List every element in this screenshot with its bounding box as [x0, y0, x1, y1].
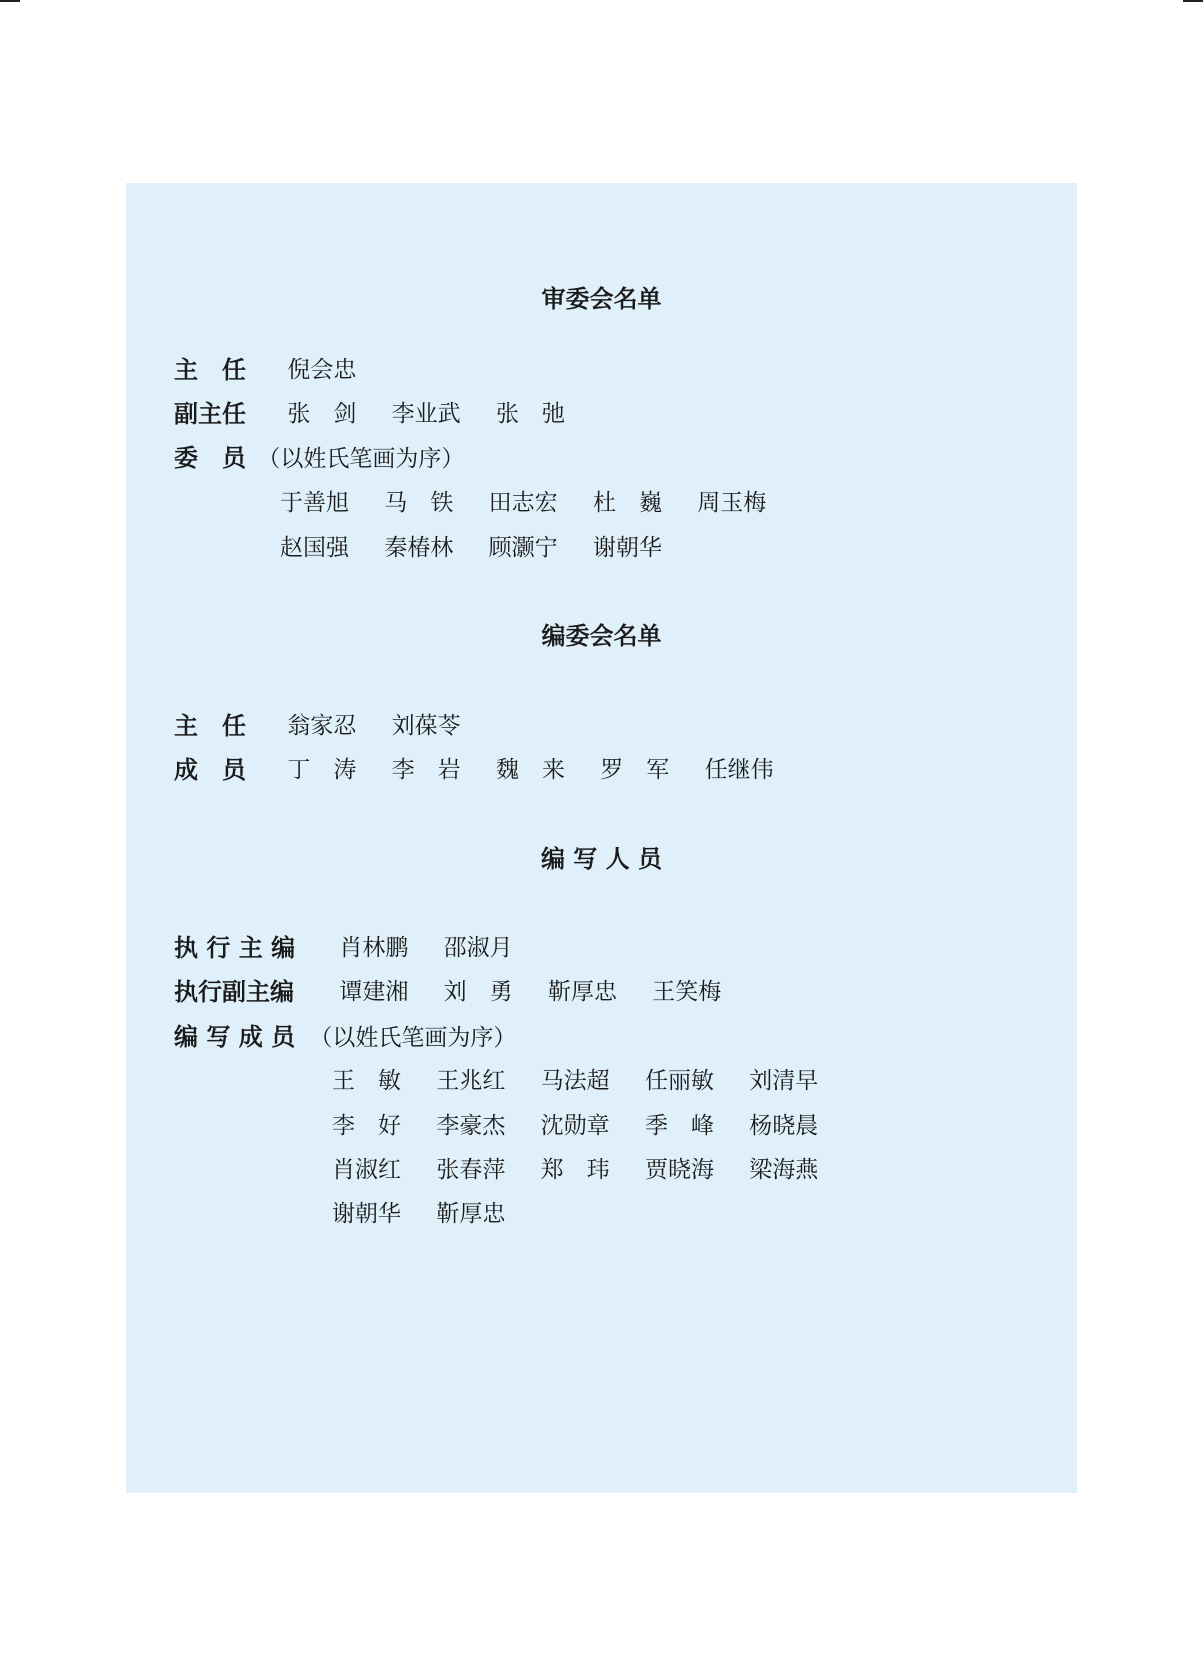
person-name: 刘清早 [749, 1068, 819, 1094]
writers-deputy-chief-row [174, 977, 749, 1007]
person-name: 肖淑红 [332, 1157, 401, 1183]
person-name: 张 剑 [287, 401, 357, 427]
credits-panel [126, 183, 1077, 1493]
person-name: 杜 巍 [592, 490, 662, 516]
person-name: 李 好 [332, 1113, 401, 1139]
person-name: 任继伟 [704, 757, 774, 783]
review-members-row [174, 443, 464, 473]
review-members-role: 委 员 [174, 444, 246, 472]
writers-title: 编 写 人 员 [540, 845, 663, 873]
person-name: 秦椿林 [384, 535, 454, 561]
editorial-committee-title: 编委会名单 [541, 622, 662, 650]
person-name: 杨晓晨 [749, 1113, 819, 1139]
person-name: 张春萍 [436, 1157, 506, 1183]
person-name: 赵国强 [280, 535, 349, 561]
person-name: 罗 军 [600, 757, 670, 783]
writers-chief-names [339, 933, 540, 963]
person-name: 邵淑月 [443, 935, 513, 961]
review-members-note: （以姓氏笔画为序） [257, 446, 465, 472]
writers-members-note: （以姓氏笔画为序） [309, 1025, 517, 1051]
person-name: 马法超 [540, 1068, 610, 1094]
person-name: 沈勋章 [540, 1113, 610, 1139]
person-name: 谢朝华 [332, 1201, 401, 1227]
crop-mark-right [1183, 0, 1203, 2]
editorial-director-role: 主 任 [174, 712, 246, 740]
person-name: 任丽敏 [644, 1068, 714, 1094]
editorial-members-role: 成 员 [174, 756, 246, 784]
writers-members-line-2 [332, 1111, 846, 1141]
person-name: 梁海燕 [749, 1157, 819, 1183]
person-name: 倪会忠 [287, 357, 357, 383]
person-name: 谭建湘 [339, 979, 409, 1005]
writers-members-line-4 [332, 1199, 533, 1229]
person-name: 肖林鹏 [339, 935, 409, 961]
person-name: 郑 玮 [540, 1157, 610, 1183]
person-name: 马 铁 [384, 490, 454, 516]
person-name: 魏 来 [495, 757, 565, 783]
review-members-line-1 [280, 488, 794, 518]
person-name: 李 岩 [391, 757, 461, 783]
person-name: 王 敏 [332, 1068, 401, 1094]
review-members-line-2 [280, 533, 690, 563]
editorial-members-names [287, 755, 801, 785]
review-deputy-names [287, 399, 593, 429]
person-name: 谢朝华 [592, 535, 662, 561]
crop-mark-left [0, 0, 20, 2]
person-name: 刘葆苓 [391, 713, 461, 739]
person-name: 丁 涛 [287, 757, 357, 783]
person-name: 李业武 [391, 401, 461, 427]
editorial-director-names [287, 711, 488, 741]
person-name: 刘 勇 [443, 979, 513, 1005]
writers-members-row [174, 1022, 516, 1052]
review-deputy-role: 副主任 [174, 400, 246, 428]
person-name: 顾灏宁 [488, 535, 558, 561]
writers-members-role: 编 写 成 员 [174, 1023, 296, 1051]
person-name: 王兆红 [436, 1068, 506, 1094]
writers-deputy-chief-role: 执行副主编 [174, 978, 294, 1006]
writers-chief-row [174, 933, 541, 963]
writers-chief-role: 执 行 主 编 [174, 934, 296, 962]
review-director-names [287, 355, 384, 385]
person-name: 李豪杰 [436, 1113, 506, 1139]
writers-deputy-chief-names [339, 977, 749, 1007]
person-name: 田志宏 [488, 490, 558, 516]
person-name: 靳厚忠 [547, 979, 617, 1005]
person-name: 周玉梅 [697, 490, 767, 516]
editorial-members-row [174, 755, 802, 785]
writers-members-line-1 [332, 1066, 846, 1096]
review-deputy-row [174, 399, 593, 429]
person-name: 翁家忍 [287, 713, 357, 739]
person-name: 王笑梅 [652, 979, 722, 1005]
person-name: 季 峰 [644, 1113, 714, 1139]
review-committee-title: 审委会名单 [541, 285, 662, 313]
editorial-director-row [174, 711, 489, 741]
person-name: 张 弛 [495, 401, 565, 427]
review-director-role: 主 任 [174, 356, 246, 384]
review-director-row [174, 355, 384, 385]
person-name: 于善旭 [280, 490, 349, 516]
person-name: 贾晓海 [644, 1157, 714, 1183]
writers-members-line-3 [332, 1155, 846, 1185]
person-name: 靳厚忠 [436, 1201, 506, 1227]
